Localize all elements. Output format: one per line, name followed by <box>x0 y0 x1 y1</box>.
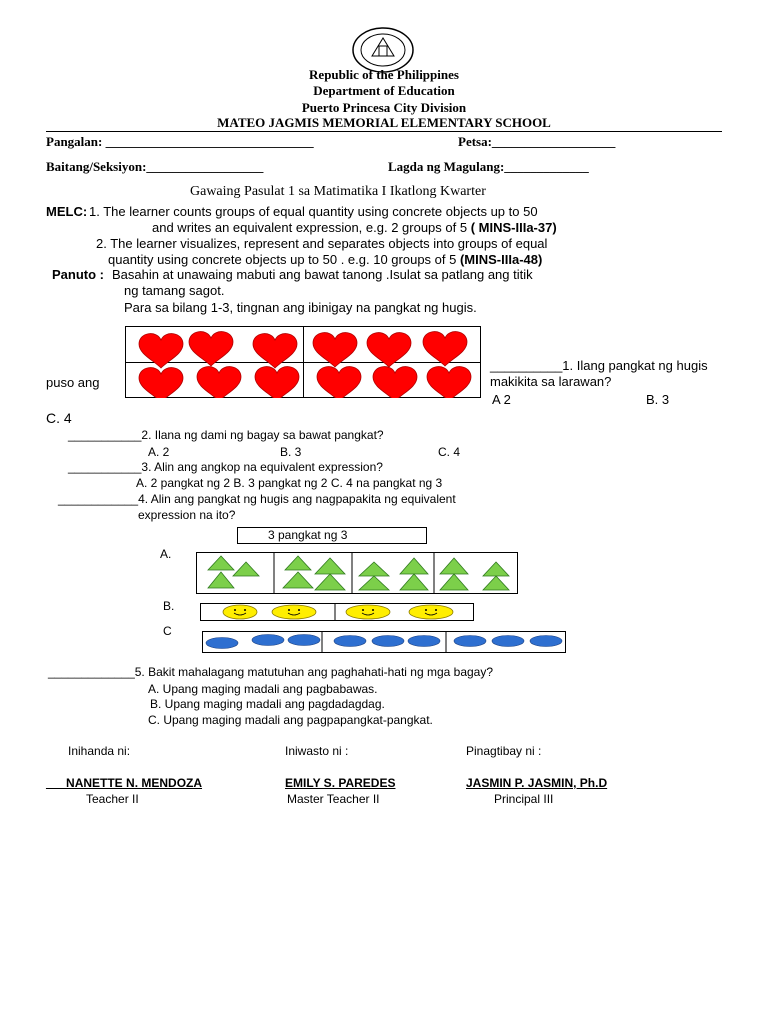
expression-box <box>237 527 427 544</box>
q5-option-b: B. Upang maging madali ang pagdadagdag. <box>150 697 385 711</box>
header-department: Department of Education <box>313 83 455 98</box>
approver-title: Principal III <box>494 792 554 806</box>
q3-options: A. 2 pangkat ng 2 B. 3 pangkat ng 2 C. 4 na pangkat ng 3 <box>136 476 443 490</box>
ovals-group <box>202 631 566 653</box>
triangles-group <box>196 552 518 594</box>
date-field: Petsa:___________________ <box>458 134 616 149</box>
prepared-label: Inihanda ni: <box>68 744 131 758</box>
q3-question: ___________3. Alin ang angkop na equivalent expression? <box>68 460 383 474</box>
expression-text: 3 pangkat ng 3 <box>268 528 348 542</box>
heart-icon <box>189 332 233 366</box>
q4-label-a: A. <box>160 547 172 561</box>
panuto-line-2: ng tamang sagot. <box>124 283 225 298</box>
q5-option-a: A. Upang maging madali ang pagbabawas. <box>148 682 378 696</box>
melc-line-3: 2. The learner visualizes, represent and separates objects into groups of equal <box>96 236 548 251</box>
q4-question: ____________4. Alin ang pangkat ng hugis ang nagpapakita ng equivalent <box>58 492 456 506</box>
heart-icon <box>427 367 471 398</box>
melc-line-4: quantity using concrete objects up to 50 . e.g. 10 groups of 5 (MINS-IIIa-48) <box>108 252 543 267</box>
melc-line-2: and writes an equivalent expression, e.g. 2 groups of 5 ( MINS-IIIa-37) <box>152 220 557 235</box>
q4-question-cont: expression na ito? <box>138 508 236 522</box>
heart-icon <box>255 367 299 398</box>
header-division: Puerto Princesa City Division <box>301 100 467 115</box>
checked-label: Iniwasto ni : <box>285 744 349 758</box>
panuto-line-1: Basahin at unawaing mabuti ang bawat tanong .Isulat sa patlang ang titik <box>112 267 533 282</box>
heart-icon <box>197 367 241 398</box>
header-republic: Republic of the Philippines <box>309 67 459 82</box>
preparer-title: Teacher II <box>86 792 139 806</box>
heart-icon <box>253 334 297 368</box>
smiley-icon <box>346 605 390 619</box>
panuto-line-3: Para sa bilang 1-3, tingnan ang ibinigay na pangkat ng hugis. <box>124 300 477 315</box>
q1-option-a: A 2 <box>492 392 511 407</box>
smiley-icon <box>409 605 453 619</box>
q2-option-b: B. 3 <box>280 445 302 459</box>
heart-icon <box>423 332 467 366</box>
page-title: Gawaing Pasulat 1 sa Matimatika I Ikatlong Kwarter <box>190 184 486 199</box>
parent-signature-field: Lagda ng Magulang:_____________ <box>388 159 589 174</box>
q4-label-c: C <box>163 624 172 638</box>
q5-option-c: C. Upang maging madali ang pagpapangkat-pangkat. <box>148 713 433 727</box>
q1-option-c: C. 4 <box>46 410 72 426</box>
section-field: Baitang/Seksiyon:__________________ <box>46 159 264 174</box>
name-field: Pangalan: ________________________________ <box>46 134 314 149</box>
q1-left-word: puso ang <box>46 375 100 390</box>
q1-question-cont: makikita sa larawan? <box>490 374 612 389</box>
hearts-group <box>125 326 481 398</box>
header-rule <box>46 131 722 132</box>
heart-icon <box>367 333 411 367</box>
smiley-icon <box>223 605 257 619</box>
q2-question: ___________2. Ilana ng dami ng bagay sa bawat pangkat? <box>68 428 384 442</box>
q4-label-b: B. <box>163 599 175 613</box>
q1-question: __________1. Ilang pangkat ng hugis <box>490 358 708 373</box>
approver-name: JASMIN P. JASMIN, Ph.D <box>466 776 608 790</box>
heart-icon <box>139 334 183 368</box>
melc-line-1: 1. The learner counts groups of equal quantity using concrete objects up to 50 <box>89 204 538 219</box>
school-name: MATEO JAGMIS MEMORIAL ELEMENTARY SCHOOL <box>217 115 551 130</box>
smiley-icon <box>272 605 316 619</box>
melc-label: MELC: <box>46 204 88 219</box>
q5-question: _____________5. Bakit mahalagang matutuhan ang paghahati-hati ng mga bagay? <box>48 665 494 679</box>
preparer-name: ___NANETTE N. MENDOZA <box>46 776 203 790</box>
q1-option-b: B. 3 <box>646 392 670 407</box>
heart-icon <box>373 367 417 398</box>
heart-icon <box>139 368 183 398</box>
q2-option-c: C. 4 <box>438 445 461 459</box>
checker-name: EMILY S. PAREDES <box>285 776 396 790</box>
heart-icon <box>313 333 357 367</box>
q2-option-a: A. 2 <box>148 445 170 459</box>
smileys-group <box>200 603 474 621</box>
heart-icon <box>317 367 361 398</box>
checker-title: Master Teacher II <box>287 792 380 806</box>
approved-label: Pinagtibay ni : <box>466 744 542 758</box>
panuto-label: Panuto : <box>52 267 104 282</box>
